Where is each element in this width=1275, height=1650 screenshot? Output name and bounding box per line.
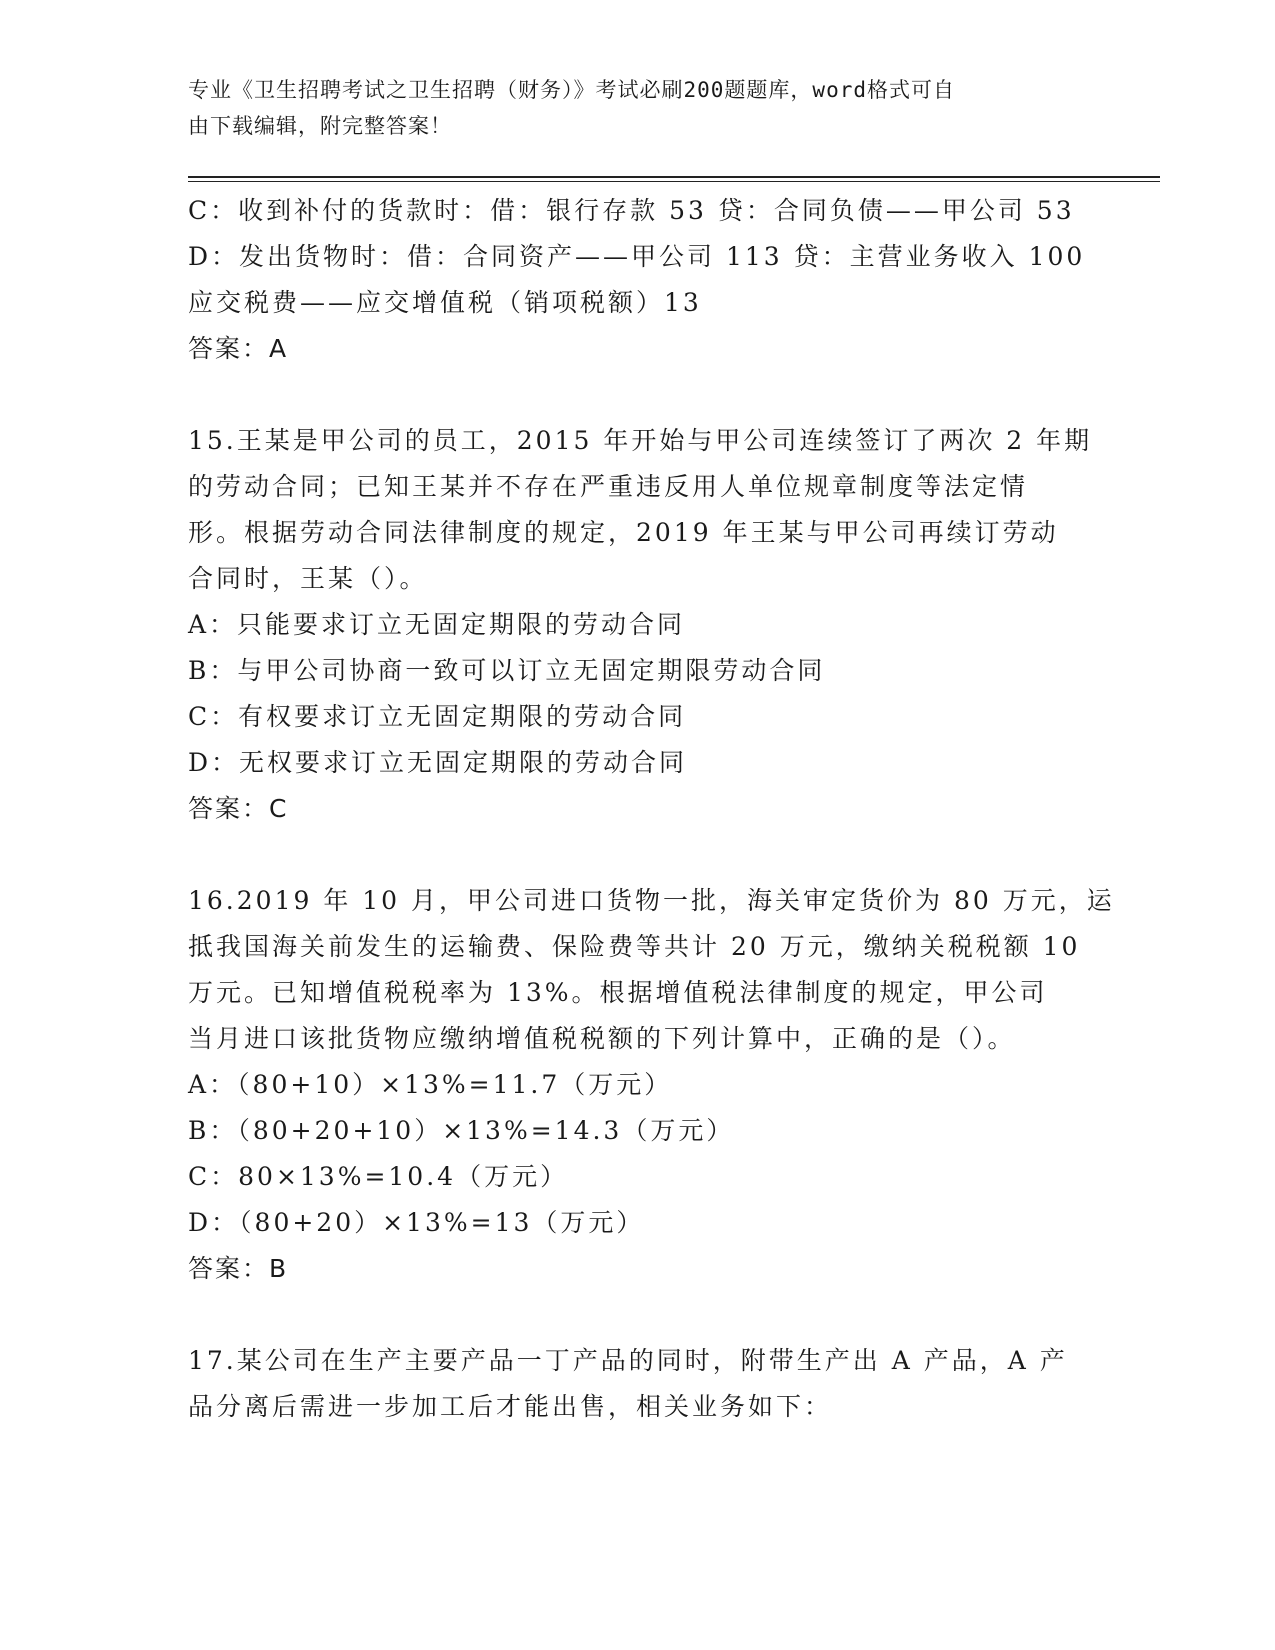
document-header (188, 72, 1088, 144)
option-d: D：发出货物时：借：合同资产——甲公司 113 贷：主营业务收入 100 (188, 242, 1086, 271)
question-stem-line: 15.王某是甲公司的员工，2015 年开始与甲公司连续签订了两次 2 年期 (188, 426, 1093, 455)
option-d-continued: 应交税费——应交增值税（销项税额）13 (188, 288, 702, 317)
question-stem-line: 17.某公司在生产主要产品一丁产品的同时，附带生产出 A 产品，A 产 (188, 1346, 1068, 1375)
answer-line: 答案：A (188, 334, 289, 363)
question-stem-line: 当月进口该批货物应缴纳增值税税额的下列计算中，正确的是（）。 (188, 1024, 1016, 1053)
question-stem-line: 万元。已知增值税税率为 13%。根据增值税法律制度的规定，甲公司 (188, 978, 1048, 1007)
option-d: D：（80+20）×13%=13（万元） (188, 1208, 645, 1237)
question-stem-line: 形。根据劳动合同法律制度的规定，2019 年王某与甲公司再续订劳动 (188, 518, 1059, 547)
question-stem-line: 合同时，王某（）。 (188, 564, 428, 593)
header-divider-thin (188, 181, 1160, 182)
spacer (188, 1292, 1088, 1338)
spacer (188, 372, 1088, 418)
question-stem-line: 抵我国海关前发生的运输费、保险费等共计 20 万元，缴纳关税税额 10 (188, 932, 1081, 961)
option-a: A：只能要求订立无固定期限的劳动合同 (188, 610, 686, 639)
question-14-tail (188, 188, 1088, 372)
header-divider-thick (188, 176, 1160, 178)
question-17 (188, 1338, 1088, 1430)
question-stem-line: 16.2019 年 10 月，甲公司进口货物一批，海关审定货价为 80 万元，运 (188, 886, 1115, 915)
option-b: B：与甲公司协商一致可以订立无固定期限劳动合同 (188, 656, 826, 685)
spacer (188, 832, 1088, 878)
header-line-1: 专业《卫生招聘考试之卫生招聘（财务）》考试必刷200题题库，word格式可自 (188, 78, 955, 102)
document-body (188, 188, 1115, 1430)
answer-line: 答案：C (188, 794, 289, 823)
option-a: A：（80+10）×13%=11.7（万元） (188, 1070, 673, 1099)
question-15 (188, 418, 1093, 832)
header-line-2: 由下载编辑，附完整答案！ (188, 114, 452, 138)
question-16 (188, 878, 1115, 1292)
option-b: B：（80+20+10）×13%=14.3（万元） (188, 1116, 735, 1145)
question-stem-line: 的劳动合同；已知王某并不存在严重违反用人单位规章制度等法定情 (188, 472, 1029, 501)
answer-line: 答案：B (188, 1254, 289, 1283)
option-c: C：80×13%=10.4（万元） (188, 1162, 569, 1191)
option-c: C：收到补付的货款时：借：银行存款 53 贷：合同负债——甲公司 53 (188, 196, 1075, 225)
option-d: D：无权要求订立无固定期限的劳动合同 (188, 748, 688, 777)
question-stem-line: 品分离后需进一步加工后才能出售，相关业务如下： (188, 1392, 833, 1421)
option-c: C：有权要求订立无固定期限的劳动合同 (188, 702, 687, 731)
